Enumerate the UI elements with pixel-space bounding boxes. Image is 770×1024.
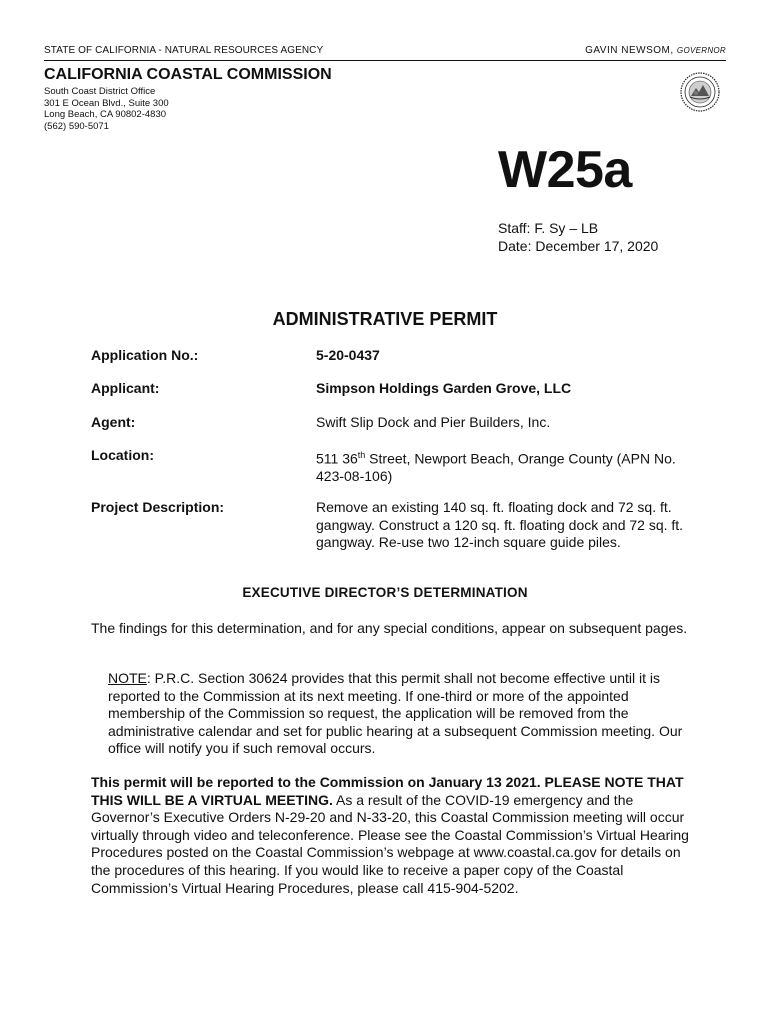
location-label: Location: bbox=[91, 447, 154, 463]
agent-label: Agent: bbox=[91, 414, 136, 430]
location-value: 511 36th Street, Newport Beach, Orange County (APN No. 423-08-106) bbox=[316, 450, 676, 485]
findings-paragraph: The findings for this determination, and for any special conditions, appear on subsequent pages. bbox=[91, 620, 688, 636]
staff-line: Staff: F. Sy – LB bbox=[498, 220, 599, 236]
governor-title: GOVERNOR bbox=[676, 46, 726, 55]
district-office: South Coast District Office bbox=[44, 86, 156, 97]
report-notice: This permit will be reported to the Commission on January 13 2021. PLEASE NOTE THAT THIS WILL BE A VIRTUAL MEETING. bbox=[91, 774, 684, 808]
agent-value: Swift Slip Dock and Pier Builders, Inc. bbox=[316, 414, 551, 430]
governor-name: GAVIN NEWSOM, bbox=[585, 45, 674, 56]
agency-header: STATE OF CALIFORNIA - NATURAL RESOURCES AGENCY bbox=[44, 45, 324, 56]
project-description-value: Remove an existing 140 sq. ft. floating dock and 72 sq. ft. gangway. Construct a 120 sq. ft. floating dock and 72 sq. ft. gangway. Re-use two 12-inch square guide piles. bbox=[316, 499, 684, 550]
state-seal-icon bbox=[680, 72, 720, 112]
office-phone: (562) 590-5071 bbox=[44, 120, 109, 132]
agenda-item-number: W25a bbox=[498, 141, 632, 199]
commission-name: CALIFORNIA COASTAL COMMISSION bbox=[44, 66, 332, 83]
applicant-label: Applicant: bbox=[91, 380, 160, 396]
determination-title: EXECUTIVE DIRECTOR’S DETERMINATION bbox=[242, 585, 528, 600]
note-paragraph: NOTE: P.R.C. Section 30624 provides that this permit shall not become effective until it is reported to the Commission at its next meeting. If one-third or more of the appointed membership of the Commission so request, the application will be removed from the administrative calendar and set for public hearing at a subsequent Commission meeting. Our office will notify you if such removal occurs. bbox=[108, 670, 683, 757]
report-paragraph: This permit will be reported to the Commission on January 13 2021. PLEASE NOTE THAT THIS WILL BE A VIRTUAL MEETING. As a result of the COVID-19 emergency and the Governor’s Executive Orders N-29-20 and N-33-20, this Coastal Commission meeting will occur virtually through video and teleconference. Please see the Coastal Commission’s Virtual Hearing Procedures posted on the Coastal Commission’s webpage at www.coastal.ca.gov for details on the procedures of this hearing. If you would like to receive a paper copy of the Coastal Commission’s Virtual Hearing Procedures, please call 415-904-5202. bbox=[91, 774, 689, 896]
header-rule bbox=[44, 60, 726, 61]
office-city: Long Beach, CA 90802-4830 bbox=[44, 109, 167, 120]
applicant-value: Simpson Holdings Garden Grove, LLC bbox=[316, 380, 572, 396]
governor-header bbox=[585, 45, 726, 56]
application-label: Application No.: bbox=[91, 347, 199, 363]
note-label: NOTE bbox=[108, 670, 147, 686]
document-title: ADMINISTRATIVE PERMIT bbox=[272, 309, 498, 329]
date-line: Date: December 17, 2020 bbox=[498, 238, 659, 254]
project-description-label: Project Description: bbox=[91, 499, 225, 515]
office-street: 301 E Ocean Blvd., Suite 300 bbox=[44, 97, 169, 109]
application-value: 5-20-0437 bbox=[316, 347, 380, 363]
